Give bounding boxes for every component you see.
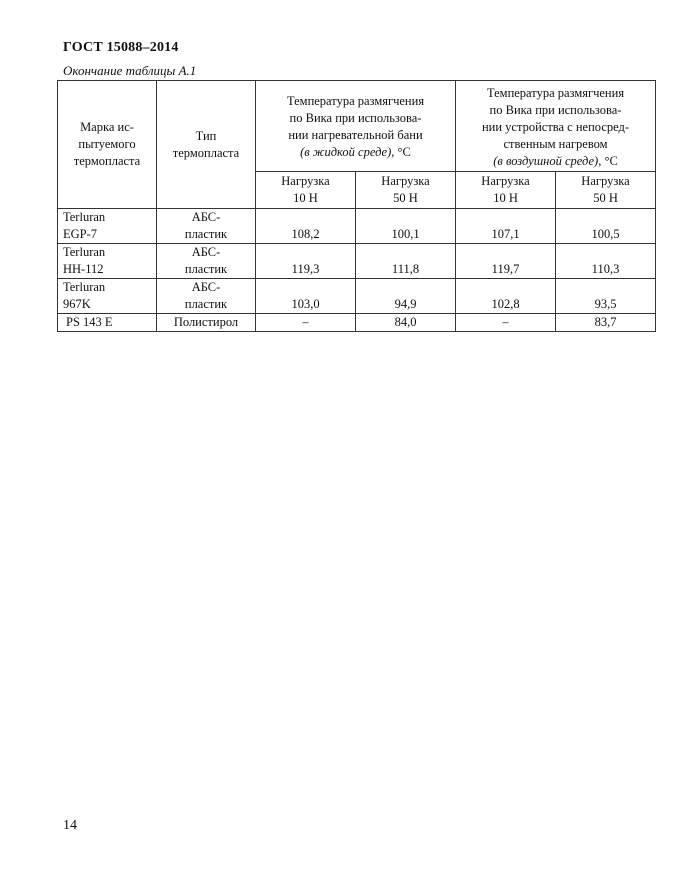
header-air-group (456, 81, 656, 172)
document-title: ГОСТ 15088–2014 (63, 40, 179, 55)
header-liquid-group (256, 81, 456, 172)
cell-brand-line: HH-112 (63, 262, 104, 276)
cell-value: 111,8 (356, 244, 456, 279)
cell-type-line: АБС- (191, 280, 221, 294)
header-row-1 (58, 81, 656, 172)
header-air-line: по Вика при использова- (489, 102, 622, 117)
cell-brand-line: Terluran (63, 280, 106, 294)
header-type (157, 81, 256, 209)
data-table (57, 80, 656, 332)
cell-value: 100,1 (356, 209, 456, 244)
header-liquid-line (259, 144, 452, 161)
cell-type-line: АБС- (191, 210, 221, 224)
cell-brand-line: Terluran (63, 210, 106, 224)
cell-value: 119,7 (456, 244, 556, 279)
header-load (356, 172, 456, 209)
cell-type (157, 209, 256, 244)
table-row (58, 314, 656, 332)
header-brand-line: пытуемого (78, 137, 136, 151)
header-air-line: Температура размягчения (486, 85, 625, 100)
cell-value: 94,9 (356, 279, 456, 314)
cell-value: 108,2 (256, 209, 356, 244)
cell-value: 84,0 (356, 314, 456, 332)
header-load-line: 10 Н (493, 191, 518, 205)
cell-type (157, 244, 256, 279)
header-air-unit: , °С (598, 153, 618, 168)
cell-type: Полистирол (157, 314, 256, 332)
header-load-line: 50 Н (393, 191, 418, 205)
header-load (556, 172, 656, 209)
cell-value: 102,8 (456, 279, 556, 314)
table-row (58, 279, 656, 314)
cell-value: 107,1 (456, 209, 556, 244)
cell-value: – (456, 314, 556, 332)
header-air-line: ственным нагревом (503, 136, 608, 151)
header-liquid-unit: , °С (391, 145, 411, 159)
cell-type-line: пластик (184, 262, 228, 276)
cell-brand-line: 967K (63, 297, 91, 311)
table-caption: Окончание таблицы А.1 (63, 63, 197, 78)
header-liquid-line: нии нагревательной бани (288, 128, 423, 142)
cell-value: 110,3 (556, 244, 656, 279)
header-load-line: 10 Н (293, 191, 318, 205)
header-load-line: Нагрузка (481, 174, 530, 188)
header-air-line: нии устройства с непосред- (481, 119, 630, 134)
cell-type-line: АБС- (191, 245, 221, 259)
cell-brand: PS 143 E (58, 314, 157, 332)
cell-value: 100,5 (556, 209, 656, 244)
cell-value: 119,3 (256, 244, 356, 279)
header-brand-line: термопласта (73, 154, 141, 168)
header-air-line (459, 153, 652, 170)
cell-value: 93,5 (556, 279, 656, 314)
page-number: 14 (63, 818, 77, 833)
header-load-line: Нагрузка (281, 174, 330, 188)
cell-brand (58, 279, 157, 314)
cell-brand-line: Terluran (63, 245, 106, 259)
cell-type (157, 279, 256, 314)
header-liquid-line: Температура размягчения (286, 94, 425, 108)
header-air-medium: (в воздушной среде) (493, 153, 599, 168)
cell-value: 83,7 (556, 314, 656, 332)
header-type-line: Тип (195, 128, 217, 143)
cell-value: 103,0 (256, 279, 356, 314)
cell-brand-line: EGP-7 (63, 227, 98, 241)
header-load (456, 172, 556, 209)
header-load-line: Нагрузка (581, 174, 630, 188)
table-row (58, 244, 656, 279)
header-load (256, 172, 356, 209)
header-brand-line: Марка ис- (80, 120, 134, 134)
header-liquid-line: по Вика при использова- (289, 111, 422, 125)
header-liquid-medium: (в жидкой среде) (300, 145, 392, 159)
cell-brand (58, 244, 157, 279)
header-type-line: термопласта (172, 145, 240, 160)
header-load-line: Нагрузка (381, 174, 430, 188)
cell-value: – (256, 314, 356, 332)
cell-type-line: пластик (184, 227, 228, 241)
cell-type-line: пластик (184, 297, 228, 311)
header-brand (58, 81, 157, 209)
cell-brand (58, 209, 157, 244)
table-row (58, 209, 656, 244)
header-load-line: 50 Н (593, 191, 618, 205)
